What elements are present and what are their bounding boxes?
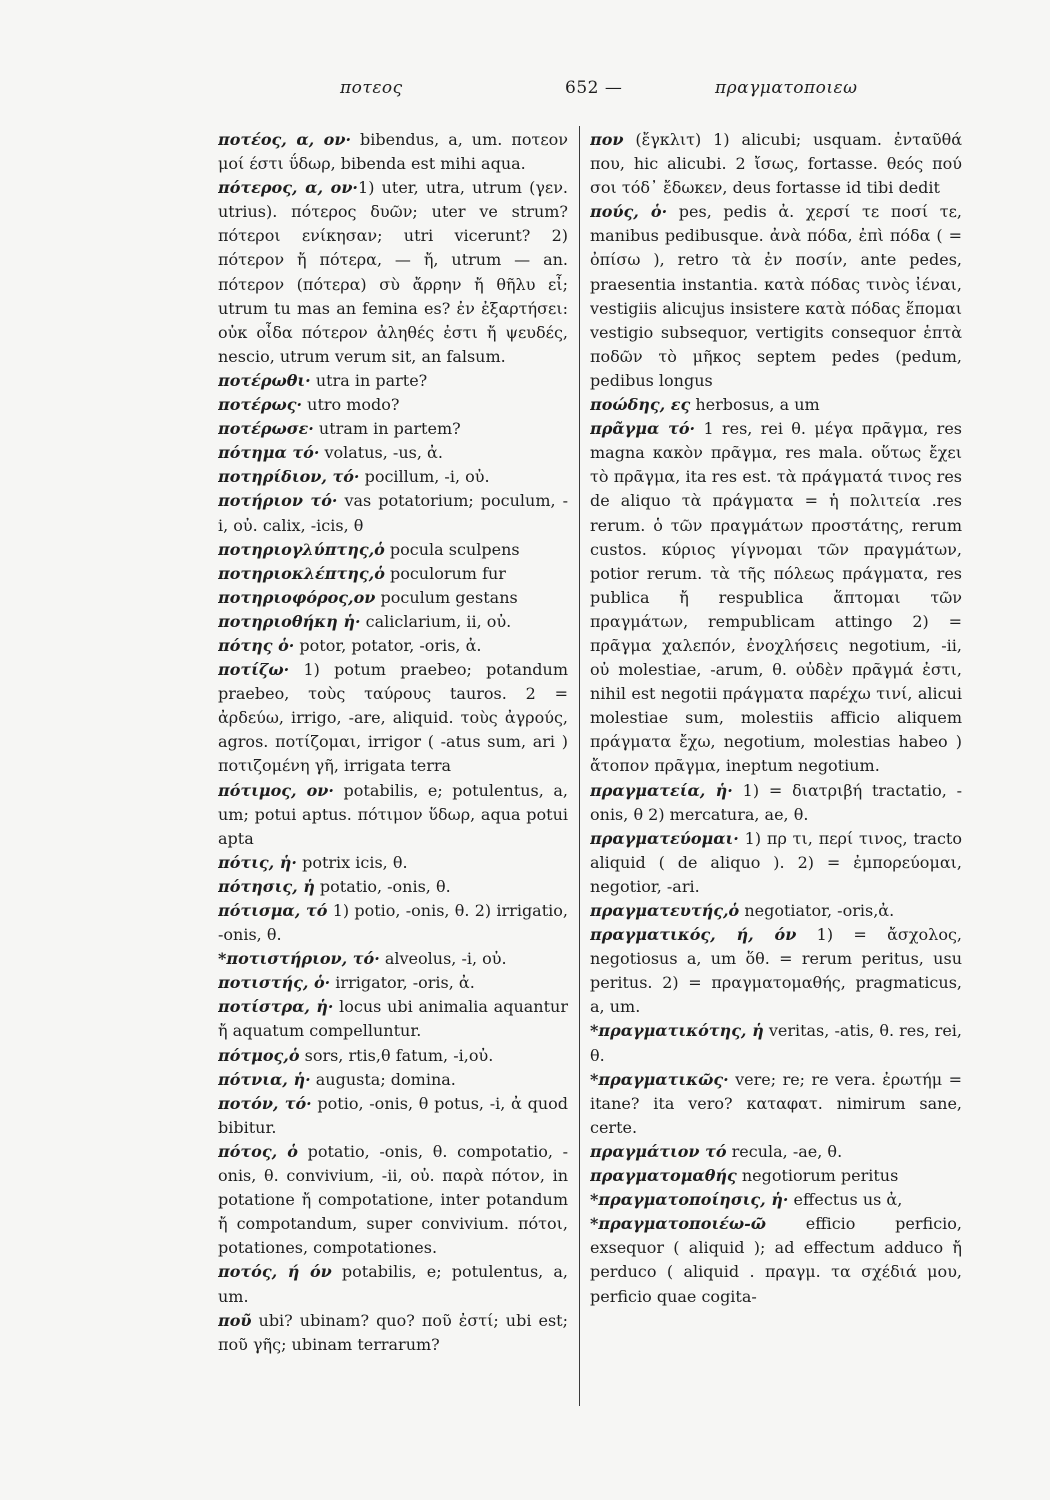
- headword: ποτίζω·: [218, 660, 290, 680]
- definition: augusta; domina.: [310, 1069, 456, 1089]
- entry: [590, 1140, 962, 1164]
- definition: poculorum fur: [384, 563, 506, 583]
- headword: ποτέος, α, ον·: [218, 130, 352, 149]
- headword: πραγματεία, ἡ·: [590, 780, 733, 800]
- definition: 1) πρ τι, περί τινος, tracto aliquid ( de aliquo ). 2) = ἐμπορεύομαι, negotior, -ari.: [590, 828, 962, 896]
- entry: [590, 827, 962, 899]
- entry: [590, 1019, 962, 1067]
- headword: πραγματομαθής: [590, 1166, 737, 1186]
- entry: [590, 779, 962, 827]
- headword: ποτίστρα, ἡ·: [218, 997, 334, 1017]
- headword: ποτόν, τό·: [218, 1093, 312, 1113]
- entry: [590, 393, 962, 417]
- entry: [218, 1260, 568, 1308]
- headword: πότερος, α, ον·: [218, 178, 359, 198]
- entry: [590, 1164, 962, 1188]
- entry: [218, 1309, 568, 1357]
- entry: [590, 417, 962, 778]
- headword: πούς, ὁ·: [590, 202, 668, 222]
- definition: utram in partem?: [313, 419, 461, 439]
- definition: pocillum, -i, οὐ.: [359, 467, 490, 487]
- definition: 1) uter, utra, utrum (γεν. utrius). πότερος δυῶν; uter ve strum? πότεροι ενίκησαν; utri vicerunt? 2) πότερον ἤ πότερα, — ἤ, utrum — an. πότερον (πότερα) σὺ ἄρρην ἤ θῆλυ εἶ; utrum tu mas an femina es? ἐν ἐξαρτήσει: οὐκ οἶδα πότερον ἀληθές ἐστι ἤ ψευδές, nescio, utrum verum sit, an falsum.: [218, 178, 568, 366]
- definition: 1) potum praebeo; potandum praebeo, τοὺς ταύρους tauros. 2 = ἀρδεύω, irrigo, -are, aliquid. τοὺς ἀγρούς, agros. ποτίζομαι, irrigor ( -atus sum, ari ) ποτιζομένη γῆ, irrigata terra: [218, 660, 568, 776]
- entry: [218, 393, 568, 417]
- headword: πότιμος, ον·: [218, 780, 334, 800]
- headword: πραγματικός, ή, όν: [590, 925, 797, 945]
- definition: potabilis, e; potulentus, a, um; potui aptus. πότιμον ὕδωρ, aqua potui apta: [218, 780, 568, 848]
- entry: [218, 1068, 568, 1092]
- entry: [218, 176, 568, 369]
- headword: πραγμάτιον τό: [590, 1141, 727, 1161]
- headword: *πραγματικῶς·: [590, 1069, 729, 1089]
- definition: 1) = διατριβή tractatio, -onis, θ 2) mercatura, ae, θ.: [590, 780, 962, 824]
- definition: poculum gestans: [375, 587, 518, 607]
- definition: utra in parte?: [310, 370, 428, 390]
- definition: potio, -onis, θ potus, -i, ἀ quod bibitur.: [218, 1093, 568, 1137]
- definition: vere; re; re vera. ἐρωτήμ = itane? ita vero? καταφατ. nimirum sane, certe.: [590, 1069, 962, 1137]
- headword: ποτέρως·: [218, 395, 303, 415]
- definition: irrigator, -oris, ἀ.: [330, 973, 475, 993]
- entry: [218, 995, 568, 1043]
- entry: [590, 899, 962, 923]
- entry: [218, 851, 568, 875]
- entry: [590, 128, 962, 200]
- headword: *ποτιστήριον, τό·: [218, 949, 380, 969]
- definition: pocula sculpens: [384, 539, 520, 559]
- entry: [218, 779, 568, 851]
- headword: ποτηριογλύπτης,ὁ: [218, 539, 385, 559]
- header-right-guide-word: πραγματοποιεω: [715, 78, 858, 98]
- entry: [218, 634, 568, 658]
- headword: πραγματευτής,ὁ: [590, 901, 740, 920]
- headword: ποτήριον τό·: [218, 491, 338, 511]
- entry: [590, 923, 962, 1019]
- headword: ποτηριοκλέπτης,ὁ: [218, 563, 385, 583]
- entry: [218, 369, 568, 393]
- headword: ποτηριοφόρος,ον: [218, 587, 376, 607]
- definition: herbosus, a um: [690, 395, 820, 415]
- entry: [218, 465, 568, 489]
- entry: [218, 489, 568, 537]
- entry: [218, 538, 568, 562]
- running-header: [330, 72, 970, 106]
- definition: sors, rtis,θ fatum, -i,οὐ.: [299, 1045, 494, 1065]
- headword: πότημα τό·: [218, 443, 320, 463]
- headword: ποώδης, ες: [590, 395, 691, 415]
- entry: [218, 947, 568, 971]
- definition: vas potatorium; poculum, -i, οὐ. calix, -icis, θ: [218, 491, 568, 535]
- headword: ποτέρωθι·: [218, 370, 311, 390]
- entry: [218, 971, 568, 995]
- headword: πότος, ὁ: [218, 1141, 298, 1161]
- definition: utro modo?: [302, 395, 400, 415]
- definition: caliclarium, ii, οὐ.: [360, 611, 512, 631]
- entry: [218, 1044, 568, 1068]
- entry: [590, 1212, 962, 1308]
- definition: negotiator, -oris,ἀ.: [739, 901, 895, 920]
- header-left-guide-word: ποτεος: [340, 78, 403, 98]
- definition: 1 res, rei θ. μέγα πρᾶγμα, res magna κακὸν πρᾶγμα, res mala. οὕτως ἔχει τὸ πρᾶγμα, ita res est. τὰ πράγματά τινος res de aliquo τὰ πράγματα = ἡ πολιτεία .res rerum. ὁ τῶν πραγμάτων προστάτης, rerum custos. κύριος γίγνομαι τῶν πραγμάτων, potior rerum. τὰ τῆς πόλεως πράγματα, res publica ἤ respublica ἅπτομαι τῶν πραγμάτων, rempublicam attingo 2) = πρᾶγμα χαλεπόν, ἐνοχλήσεις negotium, -ii, οὐ molestiae, -arum, θ. οὐδὲν πρᾶγμά ἐστι, nihil est negotii πράγματα παρέχω τινί, alicui molestiae sum, molestiis afficio aliquem πράγματα ἔχω, negotium, molestias habeo ) ἄτοπον πρᾶγμα, ineptum negotium.: [590, 419, 962, 776]
- definition: potatio, -onis, θ.: [314, 876, 451, 896]
- headword: πραγματεύομαι·: [590, 828, 739, 848]
- headword: ποτέρωσε·: [218, 419, 314, 439]
- definition: recula, -ae, θ.: [726, 1141, 843, 1161]
- right-column: [590, 128, 962, 1408]
- entry: [218, 586, 568, 610]
- entry: [218, 1140, 568, 1260]
- definition: locus ubi animalia aquantur ἤ aquatum compelluntur.: [218, 997, 568, 1041]
- headword: *πραγματοποιέω-ῶ: [590, 1214, 767, 1234]
- headword: ποτηρίδιον, τό·: [218, 467, 360, 487]
- headword: *πραγματικότης, ἡ: [590, 1021, 764, 1041]
- column-divider: [579, 126, 580, 1406]
- headword: πότισμα, τό: [218, 901, 328, 920]
- headword: πότμος,ὁ: [218, 1045, 300, 1065]
- headword: *πραγματοποίησις, ἡ·: [590, 1190, 789, 1210]
- left-column: [218, 128, 568, 1408]
- entry: [218, 899, 568, 947]
- definition: ubi? ubinam? quo? ποῦ ἐστί; ubi est; ποῦ γῆς; ubinam terrarum?: [218, 1310, 568, 1354]
- headword: πότης ὁ·: [218, 635, 295, 655]
- definition: potrix icis, θ.: [296, 852, 408, 872]
- definition: bibendus, a, um. ποτεον μοί έστι ΰδωρ, bibenda est mihi aqua.: [218, 130, 568, 174]
- headword: πρᾶγμα τό·: [590, 419, 696, 439]
- entry: [590, 1068, 962, 1140]
- definition: negotiorum peritus: [736, 1166, 899, 1186]
- definition: potabilis, e; potulentus, a, um.: [218, 1262, 568, 1306]
- definition: effectus us ἀ,: [788, 1190, 903, 1210]
- headword: ποτιστής, ὁ·: [218, 973, 331, 993]
- definition: efficio perficio, exsequor ( aliquid ); ad effectum adduco ἤ perduco ( aliquid . πραγμ. τα σχέδιά μου, perficio quae cogita-: [590, 1214, 962, 1306]
- headword: ποῦ: [218, 1310, 252, 1330]
- entry: [218, 562, 568, 586]
- entry: [218, 658, 568, 778]
- entry: [590, 200, 962, 393]
- headword: πότις, ἡ·: [218, 852, 297, 872]
- definition: alveolus, -i, οὐ.: [379, 949, 507, 969]
- definition: 1) potio, -onis, θ. 2) irrigatio, -onis, θ.: [218, 901, 568, 945]
- definition: 1) = ἄσχολος, negotiosus a, um ὅθ. = rerum peritus, usu peritus. 2) = πραγματομαθής, pragmaticus, a, um.: [590, 925, 962, 1017]
- headword: ποτηριοθήκη ἡ·: [218, 611, 361, 631]
- definition: veritas, -atis, θ. res, rei, θ.: [590, 1021, 962, 1065]
- headword: πον: [590, 130, 624, 149]
- entry: [218, 441, 568, 465]
- headword: πότησις, ἡ: [218, 876, 315, 896]
- definition: volatus, -us, ἀ.: [319, 443, 443, 463]
- definition: potor, potator, -oris, ἀ.: [294, 635, 482, 655]
- entry: [218, 417, 568, 441]
- entry: [218, 875, 568, 899]
- headword: πότνια, ἡ·: [218, 1069, 311, 1089]
- headword: ποτός, ή όν: [218, 1262, 332, 1282]
- entry: [590, 1188, 962, 1212]
- entry: [218, 610, 568, 634]
- definition: (ἔγκλιτ) 1) alicubi; usquam. ἐνταῦθά που, hic alicubi. 2 ἴσως, fortasse. θεός πού σοι τόδ᾽ ἔδωκεν, deus fortasse id tibi dedit: [590, 130, 962, 198]
- definition: potatio, -onis, θ. compotatio, -onis, θ. convivium, -ii, οὐ. παρὰ πότον, in potatione ἤ compotatione, inter potandum ἤ compotandum, super convivium. πότοι, potationes, compotationes.: [218, 1141, 568, 1258]
- definition: pes, pedis ἀ. χερσί τε ποσί τε, manibus pedibusque. ἀνὰ πόδα, ἐπὶ πόδα ( = ὀπίσω ), retro τὰ ἐν ποσίν, ante pedes, praesentia instantia. κατὰ πόδας τινὸς ἰέναι, vestigiis alicujus insistere κατὰ πόδας ἕπομαι vestigio subsequor, vertigits consequor ἑπτὰ ποδῶν τὸ μῆκος septem pedes (pedum, pedibus longus: [590, 202, 962, 390]
- entry: [218, 1092, 568, 1140]
- entry: [218, 128, 568, 176]
- page-number: 652 —: [565, 78, 623, 98]
